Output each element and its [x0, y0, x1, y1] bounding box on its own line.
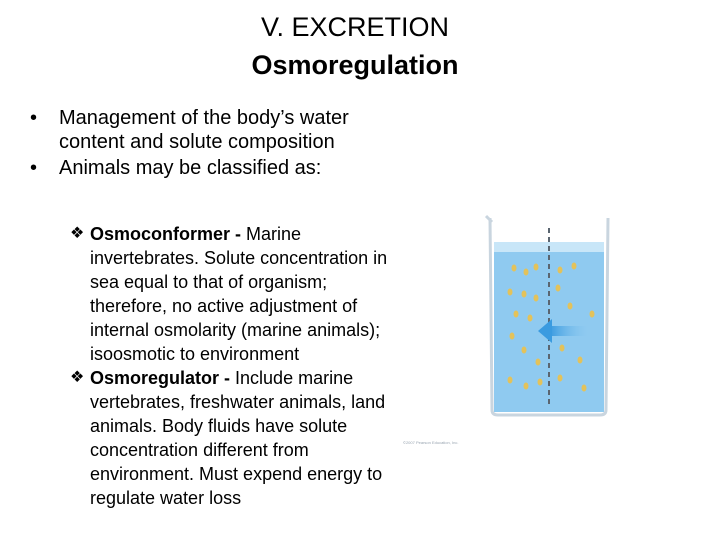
beaker-illustration — [480, 210, 630, 420]
term-description: Marine invertebrates. Solute concentration in sea equal to that of organism; therefore, no active adjustment of internal osmolarity (marine animals); isoosmotic to environment — [90, 224, 388, 364]
term-label: Osmoconformer - — [90, 224, 242, 244]
solute-particle — [508, 289, 513, 296]
bullet-dot-icon: • — [30, 157, 38, 179]
solute-particle — [582, 385, 587, 392]
diamond-bullet-icon: ❖ — [70, 225, 85, 242]
solute-particle — [510, 333, 515, 340]
bullet-text: Management of the body’s water content and solute composition — [59, 107, 349, 153]
title-line-2: Osmoregulation — [251, 50, 459, 80]
diamond-bullet-icon: ❖ — [70, 369, 85, 386]
solute-particle — [524, 269, 529, 276]
solute-particle — [514, 311, 519, 318]
solute-particle — [508, 377, 513, 384]
solute-particle — [534, 264, 539, 271]
solute-particle — [578, 357, 583, 364]
solute-particle — [558, 375, 563, 382]
solute-particle — [590, 311, 595, 318]
sub-bullet-list — [70, 222, 400, 510]
sub-bullet-osmoregulator — [70, 366, 400, 510]
arrow-shaft — [550, 326, 588, 336]
solute-particle — [572, 263, 577, 270]
solute-particle — [558, 267, 563, 274]
sub-bullet-osmoconformer — [70, 222, 400, 366]
bullet-item — [24, 156, 394, 180]
bullet-dot-icon: • — [30, 107, 38, 129]
bullet-text: Animals may be classified as: — [59, 157, 322, 179]
beaker-lip — [486, 216, 492, 222]
solute-particle — [534, 295, 539, 302]
figure-credit: ©2007 Pearson Education, Inc. — [403, 440, 459, 445]
solute-particle — [538, 379, 543, 386]
solute-particle — [568, 303, 573, 310]
slide-title — [195, 8, 515, 84]
bullet-item — [24, 106, 394, 154]
bullet-list — [24, 106, 394, 180]
solute-particle — [556, 285, 561, 292]
term-description: Include marine vertebrates, freshwater animals, land animals. Body fluids have solute concentration different from environment. Must expend energy to regulate water loss — [90, 368, 386, 508]
solute-particle — [512, 265, 517, 272]
title-line-1: V. EXCRETION — [260, 12, 450, 42]
solute-particle — [536, 359, 541, 366]
solute-particle — [522, 291, 527, 298]
solute-particle — [560, 345, 565, 352]
term-label: Osmoregulator - — [90, 368, 231, 388]
solute-particle — [522, 347, 527, 354]
solute-particle — [528, 315, 533, 322]
solute-particle — [524, 383, 529, 390]
